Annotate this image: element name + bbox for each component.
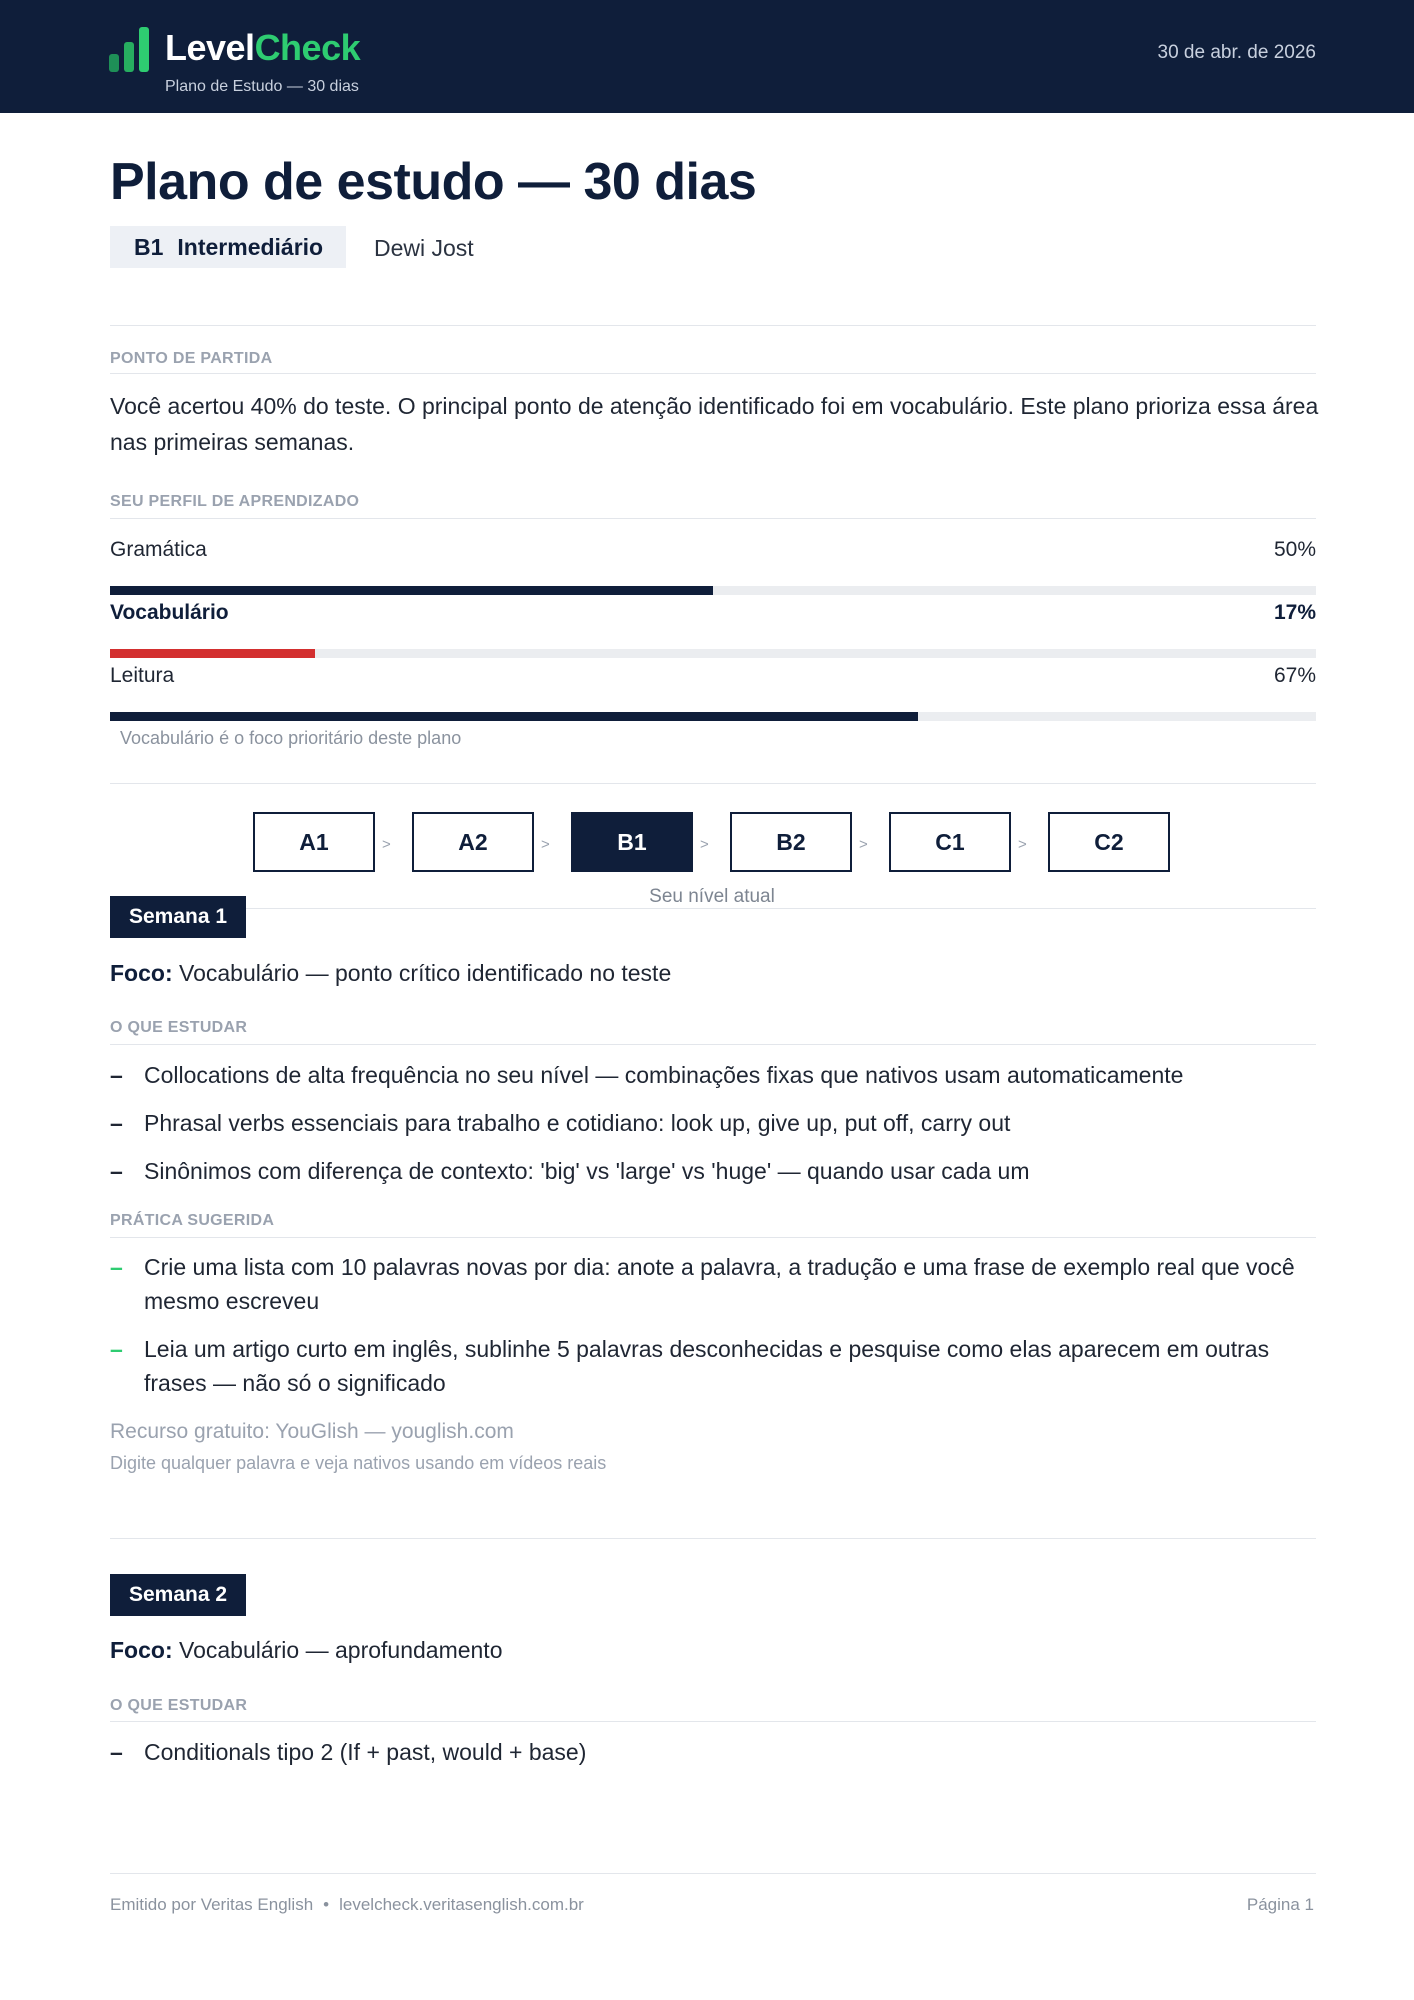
dash-icon: – [110, 1110, 123, 1136]
dash-icon: – [110, 1158, 123, 1184]
level-separator: > [1018, 836, 1027, 853]
skill-row-grammar [110, 538, 1316, 562]
dash-icon: – [110, 1062, 123, 1088]
week-1-focus [110, 960, 671, 987]
level-separator: > [382, 836, 391, 853]
skill-name: Vocabulário [110, 601, 229, 624]
page-header [0, 0, 1414, 113]
list-item: – Phrasal verbs essenciais para trabalho e cotidiano: look up, give up, put off, carry out [110, 1106, 1320, 1140]
dash-icon: – [110, 1739, 123, 1765]
footer-issuer: Emitido por Veritas English • levelcheck.veritasenglish.com.br [110, 1895, 584, 1914]
divider [110, 373, 1316, 374]
skill-bar-track [110, 649, 1316, 658]
level-step-c2: C2 [1048, 812, 1170, 872]
list-item: – Sinônimos com diferença de contexto: 'big' vs 'large' vs 'huge' — quando usar cada um [110, 1154, 1320, 1188]
level-step-a1: A1 [253, 812, 375, 872]
week-2-badge: Semana 2 [110, 1574, 246, 1616]
level-separator: > [700, 836, 709, 853]
divider [110, 1044, 1316, 1045]
level-label: Intermediário [177, 233, 324, 260]
divider [110, 518, 1316, 519]
focus-text: Vocabulário — ponto crítico identificado no teste [179, 960, 672, 986]
level-separator: > [859, 836, 868, 853]
brand-logo: LevelCheck [165, 27, 361, 68]
skill-name: Gramática [110, 538, 207, 561]
level-step-c1: C1 [889, 812, 1011, 872]
level-separator: > [541, 836, 550, 853]
skill-percent: 67% [1273, 664, 1316, 687]
dash-icon: – [110, 1254, 123, 1280]
level-step-b2: B2 [730, 812, 852, 872]
skill-bar-fill [110, 649, 315, 658]
skill-row-reading [110, 664, 1316, 688]
divider [110, 1721, 1316, 1722]
section-label-practice: PRÁTICA SUGERIDA [110, 1212, 275, 1229]
page-number: Página 1 [1246, 1895, 1314, 1914]
issue-date: 30 de abr. de 2026 [1157, 42, 1316, 63]
week-2-focus [110, 1637, 503, 1664]
section-label-starting-point: PONTO DE PARTIDA [110, 350, 273, 367]
divider [110, 1538, 1316, 1539]
skill-bar-track [110, 712, 1316, 721]
page-title: Plano de estudo — 30 dias [110, 153, 757, 211]
focus-label: Foco: [110, 1637, 173, 1663]
list-item: – Crie uma lista com 10 palavras novas por dia: anote a palavra, a tradução e uma frase de exemplo real que você mesmo escreveu [110, 1250, 1320, 1318]
free-resource-note: Digite qualquer palavra e veja nativos usando em vídeos reais [110, 1453, 607, 1473]
dash-icon: – [110, 1336, 123, 1362]
divider [110, 325, 1316, 326]
bar-chart-logo-icon [109, 27, 151, 72]
divider [110, 908, 1316, 909]
divider [110, 1873, 1316, 1874]
skill-percent: 50% [1273, 538, 1316, 561]
skill-bar-track [110, 586, 1316, 595]
list-item: – Leia um artigo curto em inglês, sublinhe 5 palavras desconhecidas e pesquise como elas aparecem em outras frases — não só o significado [110, 1332, 1320, 1400]
section-label-study: O QUE ESTUDAR [110, 1019, 248, 1036]
level-step-b1: B1 [571, 812, 693, 872]
footer-url: levelcheck.veritasenglish.com.br [339, 1895, 584, 1914]
focus-note: Vocabulário é o foco prioritário deste plano [120, 728, 462, 748]
student-name: Dewi Jost [374, 235, 474, 261]
skill-bar-fill [110, 586, 713, 595]
current-level-caption: Seu nível atual [649, 886, 775, 907]
skill-bar-fill [110, 712, 918, 721]
skill-row-vocabulary [110, 601, 1316, 625]
skill-percent: 17% [1273, 601, 1316, 624]
list-item: – Collocations de alta frequência no seu nível — combinações fixas que nativos usam automaticamente [110, 1058, 1320, 1092]
level-step-a2: A2 [412, 812, 534, 872]
divider [110, 1237, 1316, 1238]
skill-name: Leitura [110, 664, 175, 687]
focus-text: Vocabulário — aprofundamento [179, 1637, 503, 1663]
free-resource: Recurso gratuito: YouGlish — youglish.com [110, 1420, 514, 1443]
starting-point-text: Você acertou 40% do teste. O principal ponto de atenção identificado foi em vocabulário. Este plano prioriza essa área nas primeiras semanas. [110, 393, 1319, 455]
focus-label: Foco: [110, 960, 173, 986]
level-badge [110, 226, 346, 268]
section-label-profile: SEU PERFIL DE APRENDIZADO [110, 493, 360, 510]
list-item: – Conditionals tipo 2 (If + past, would + base) [110, 1735, 1320, 1769]
section-label-study: O QUE ESTUDAR [110, 1697, 248, 1714]
week-1-badge: Semana 1 [110, 896, 246, 938]
divider [110, 783, 1316, 784]
header-subtitle: Plano de Estudo — 30 dias [165, 78, 359, 95]
level-code: B1 [134, 233, 164, 260]
